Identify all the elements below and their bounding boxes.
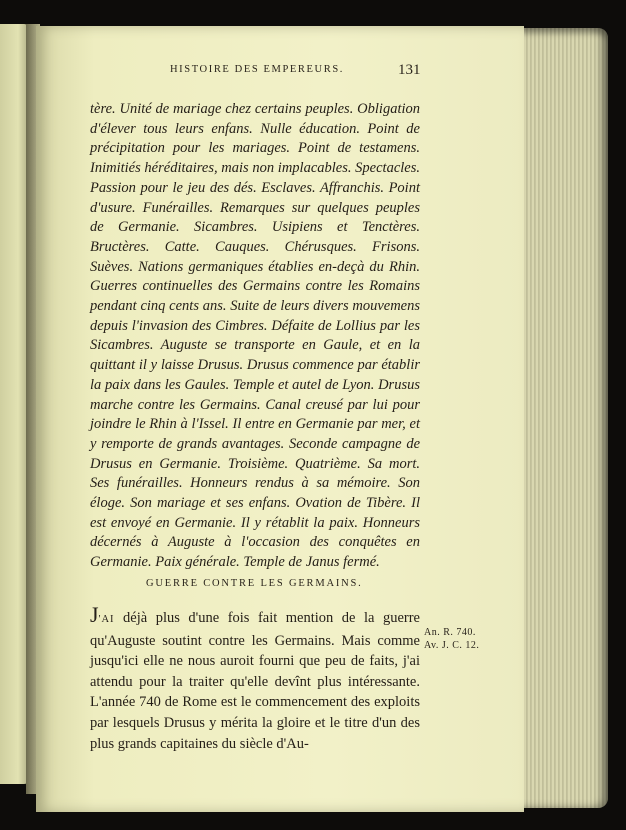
margin-note-year-bc: Av. J. C. 12. [424,640,480,651]
opening-smallcaps: 'AI [98,614,115,625]
page-header [36,62,524,82]
book-page [36,26,524,812]
running-head: HISTOIRE DES EMPEREURS. [170,64,344,75]
section-title: GUERRE CONTRE LES GERMAINS. [146,578,363,589]
page-edges [520,28,608,808]
body-paragraph [90,602,420,754]
margin-note-year-rome: An. R. 740. [424,627,476,638]
page-number: 131 [398,62,421,78]
body-text: déjà plus d'une fois fait mention de la guerre qu'Auguste soutint contre les Germains. Mais comme jusqu'ici elle ne nous auroit fourni que peu de faits, j'ai attendu pour la traiter qu'elle devînt plus intéressante. L'année 740 de Rome est le commencement des exploits par lesquels Drusus y mérita la gloire et le titre d'un des plus grands capitaines du siècle d'Au- [90,610,420,752]
dropcap: J [90,602,99,627]
chapter-summary: tère. Unité de mariage chez certains peuples. Obligation d'élever tous leurs enfans. Nulle éducation. Point de précipitation pour les mariages. Point de testamens. Inimitiés héréditaires, mais non implacables. Spectacles. Passion pour le jeu des dés. Esclaves. Affranchis. Point d'usure. Funérailles. Remarques sur quelques peuples de Germanie. Sicambres. Usipiens et Tenctères. Bructères. Catte. Cauques. Chérusques. Frisons. Suèves. Nations germaniques établies en-deçà du Rhin. Guerres continuelles des Germains contre les Romains pendant cinq cents ans. Suite de leurs divers mouvemens depuis l'invasion des Cimbres. Défaite de Lollius par les Sicambres. Auguste se transporte en Gaule, et en la quittant il y laisse Drusus. Drusus commence par établir la paix dans les Gaules. Temple et autel de Lyon. Drusus marche contre les Germains. Canal creusé par lui pour joindre le Rhin à l'Issel. Il entre en Germanie par mer, et y remporte de grands avantages. Seconde campagne de Drusus en Germanie. Troisième. Quatrième. Sa mort. Ses funérailles. Honneurs rendus à sa mémoire. Son éloge. Son mariage et ses enfans. Ovation de Tibère. Il est envoyé en Germanie. Il y rétablit la paix. Honneurs décernés à Auguste à l'occasion des conquêtes en Germanie. Paix générale. Temple de Janus fermé. [90,101,420,571]
margin-note [424,626,514,652]
